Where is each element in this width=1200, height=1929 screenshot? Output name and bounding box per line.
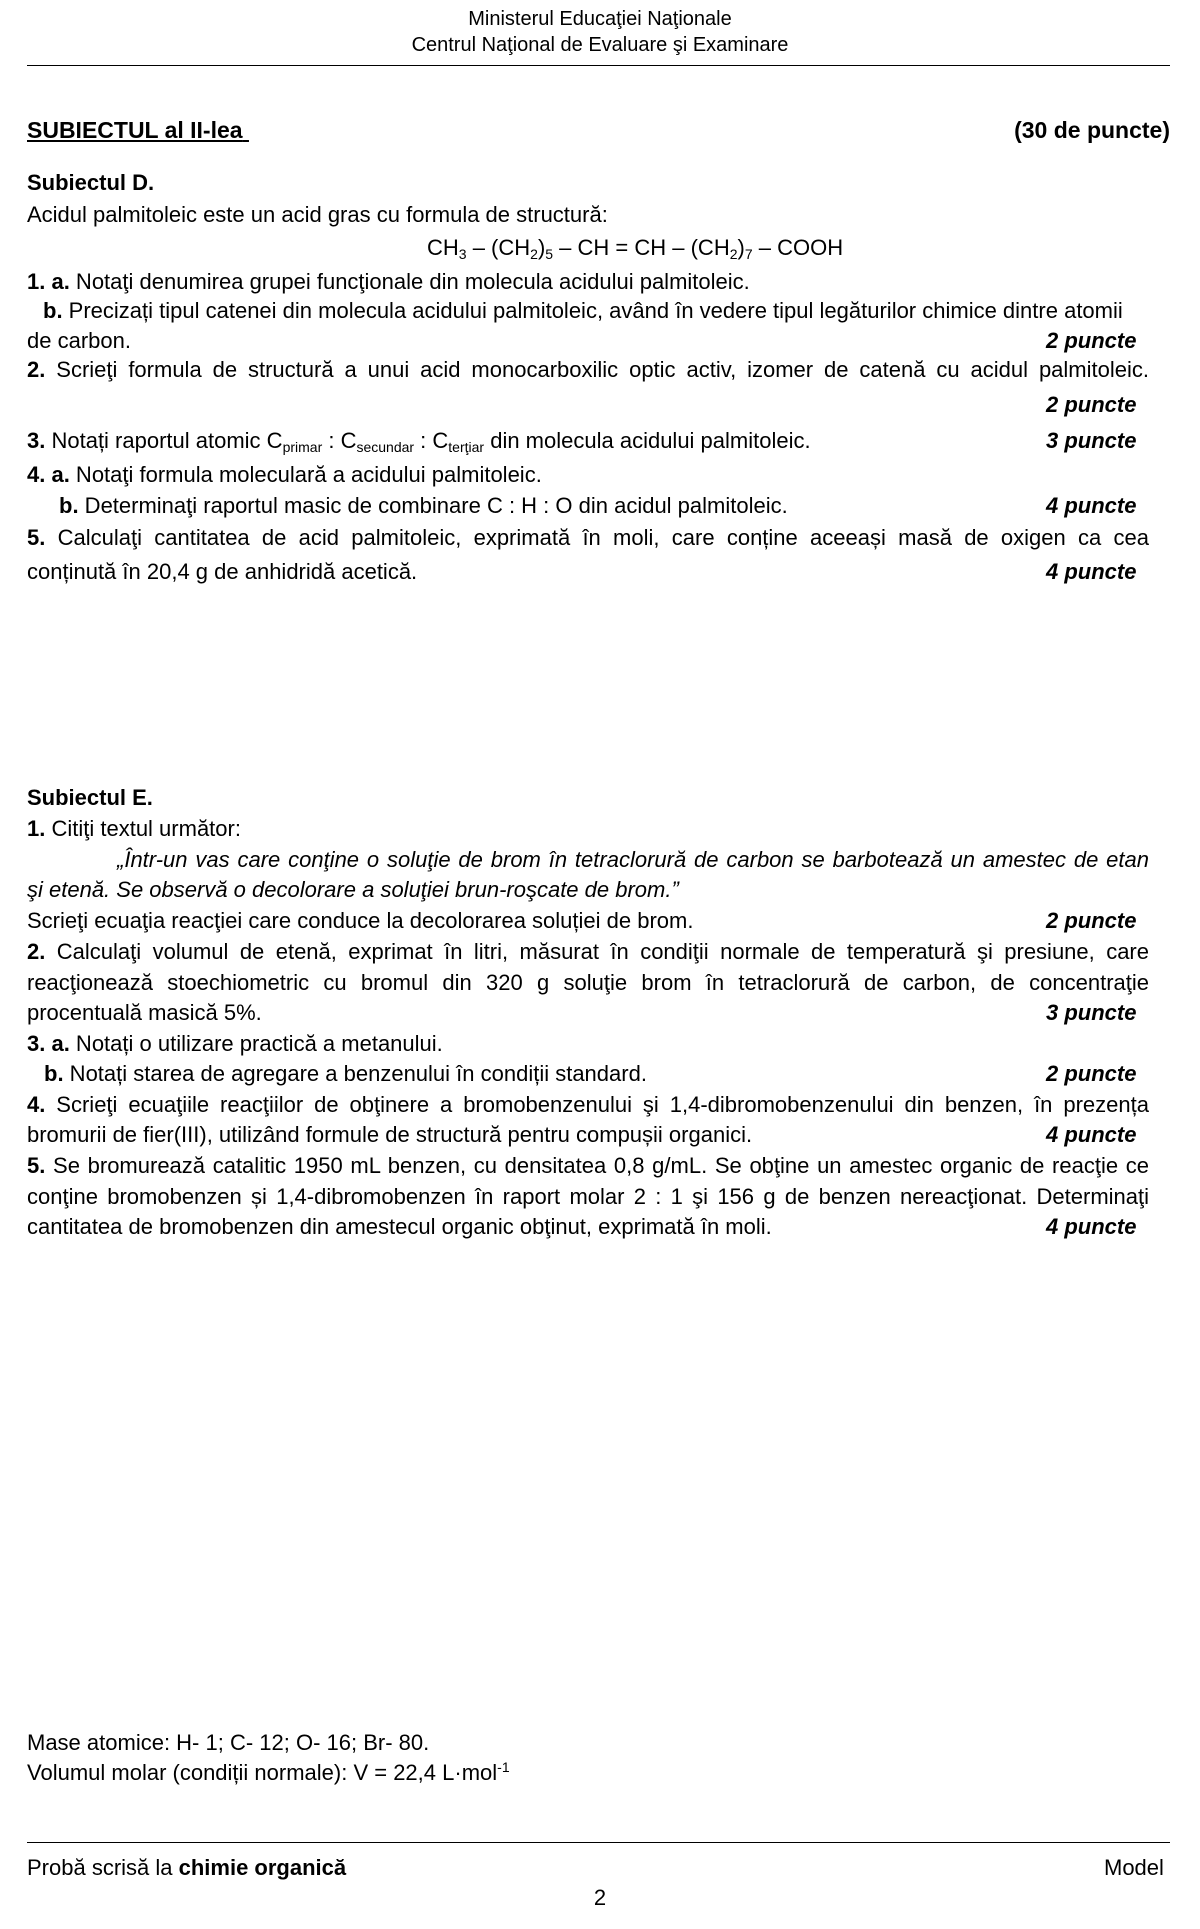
molar-volume: Volumul molar (condiții normale): V = 22,4 L·mol$^{-1}$ — [27, 1759, 510, 1785]
points-d2: 2 puncte — [1046, 392, 1137, 417]
points-d4: 4 puncte — [1046, 493, 1137, 518]
quote-line-2: şi etenă. Se observă o decolorare a soluţiei brun-roşcate de brom.” — [27, 877, 679, 902]
question-d5: 5. Calculaţi cantitatea de acid palmitoleic, exprimată în moli, care conține aceeași masă de oxigen ca cea — [27, 525, 1149, 550]
question-d1b-cont: de carbon. — [27, 328, 131, 353]
header-ministry: Ministerul Educaţiei Naţionale — [468, 8, 732, 30]
question-e5-line1: 5. Se bromurează catalitic 1950 mL benzen, cu densitatea 0,8 g/mL. Se obţine un amestec organic de reacţie ce — [27, 1153, 1149, 1178]
points-e4: 4 puncte — [1046, 1122, 1137, 1147]
points-e1: 2 puncte — [1046, 908, 1137, 933]
header-center: Centrul Naţional de Evaluare şi Examinare — [411, 34, 789, 56]
subject-e-heading: Subiectul E. — [27, 785, 153, 810]
question-e1: 1. Citiţi textul următor: — [27, 816, 241, 841]
question-d5-cont: conținută în 20,4 g de anhidridă acetică. — [27, 559, 418, 584]
section-title-left: SUBIECTUL al II-lea — [27, 117, 243, 143]
atomic-masses: Mase atomice: H- 1; C- 12; O- 16; Br- 80. — [27, 1730, 430, 1755]
subject-d-intro: Acidul palmitoleic este un acid gras cu formula de structură: — [27, 202, 608, 227]
page-number: 2 — [593, 1885, 607, 1910]
section-points: (30 de puncte) — [1014, 117, 1170, 143]
question-d1b: b. Precizați tipul catenei din molecula acidului palmitoleic, având în vedere tipul legăturilor chimice dintre atomii — [43, 298, 1123, 323]
question-e3a: 3. a. Notați o utilizare practică a metanului. — [27, 1031, 443, 1056]
question-d2: 2. Scrieţi formula de structură a unui acid monocarboxilic optic activ, izomer de catenă cu acidul palmitoleic. — [27, 357, 1149, 382]
points-d5: 4 puncte — [1046, 559, 1137, 584]
question-e2-line1: 2. Calculaţi volumul de etenă, exprimat în litri, măsurat în condiţii normale de temperatură şi presiune, care — [27, 939, 1149, 964]
points-d3: 3 puncte — [1046, 428, 1137, 453]
question-d4b: b. Determinaţi raportul masic de combinare C : H : O din acidul palmitoleic. — [59, 493, 788, 518]
points-e5: 4 puncte — [1046, 1214, 1137, 1239]
question-e5-line3: cantitatea de bromobenzen din amestecul organic obţinut, exprimată în moli. — [27, 1214, 772, 1239]
points-e2: 3 puncte — [1046, 1000, 1137, 1025]
question-e4-line1: 4. Scrieţi ecuaţiile reacţiilor de obţinere a bromobenzenului şi 1,4-dibromobenzenului din benzen, în prezența — [27, 1092, 1149, 1117]
question-e2-line3: procentuală masică 5%. — [27, 1000, 262, 1025]
footer-model-label: Model — [1104, 1855, 1164, 1880]
header-divider — [27, 65, 1170, 66]
structural-formula: $CH_3 - (CH_2)_5$ – CH = CH – $(CH_2)_7$ – COOH — [427, 235, 844, 262]
quote-line-1: „Într-un vas care conţine o soluţie de brom în tetraclorură de carbon se barbotează un amestec de etan — [117, 847, 1149, 872]
question-d4a: 4. a. Notaţi formula moleculară a acidului palmitoleic. — [27, 462, 542, 487]
question-d1a: 1. a. Notaţi denumirea grupei funcţionale din molecula acidului palmitoleic. — [27, 269, 750, 294]
footer-divider — [27, 1842, 1170, 1843]
points-d1: 2 puncte — [1046, 328, 1137, 353]
question-d3: 3. Notați raportul atomic $C_{primar}$ : $C_{secundar}$ : $C_{terţiar}$ din molecula acidului palmitoleic. — [27, 428, 811, 455]
question-e2-line2: reacţionează stoechiometric cu bromul din 320 g soluţie brom în tetraclorură de carbon, de concentraţie — [27, 970, 1149, 995]
points-e3: 2 puncte — [1046, 1061, 1137, 1086]
question-e5-line2: conţine bromobenzen și 1,4-dibromobenzen în raport molar 2 : 1 şi 156 g de benzen nereacţionat. Determinaţi — [27, 1184, 1149, 1209]
question-e1-task: Scrieţi ecuaţia reacţiei care conduce la decolorarea soluției de brom. — [27, 908, 694, 933]
subject-d-heading: Subiectul D. — [27, 170, 155, 195]
question-e3b: b. Notați starea de agregare a benzenului în condiții standard. — [44, 1061, 647, 1086]
section-title — [27, 117, 1170, 144]
question-e4-line2: bromurii de fier(III), utilizând formule de structură pentru compușii organici. — [27, 1122, 753, 1147]
footer-exam-label: Probă scrisă la chimie organică — [27, 1855, 347, 1880]
